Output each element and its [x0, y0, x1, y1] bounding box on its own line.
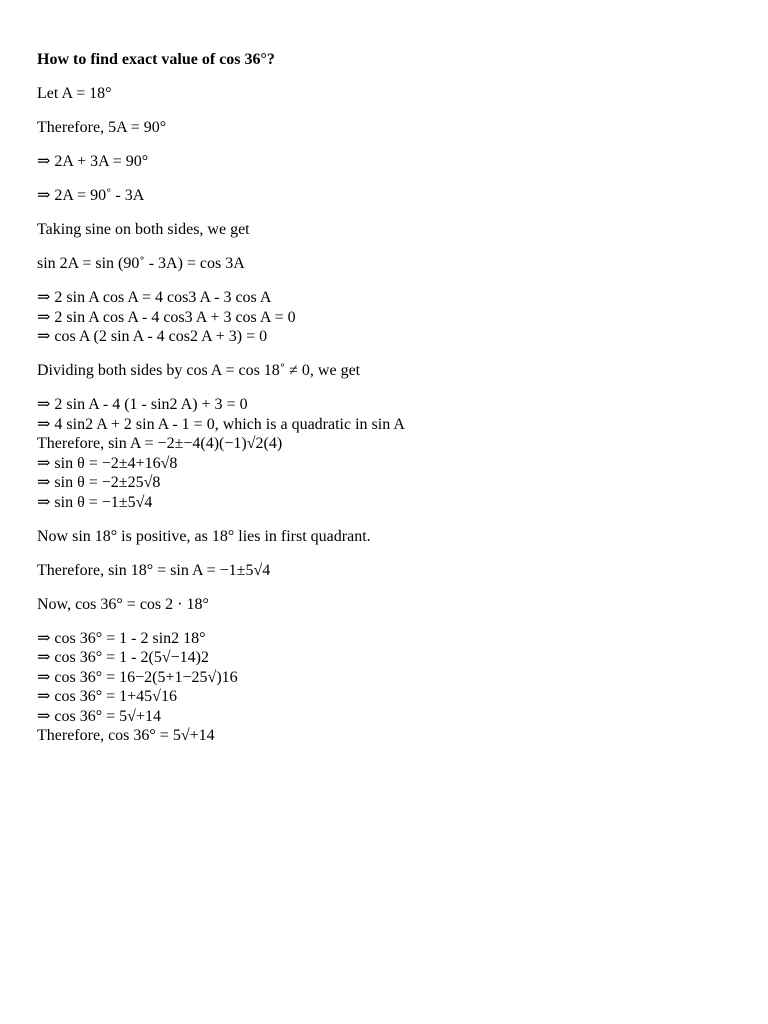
paragraph	[37, 84, 737, 104]
math-line: ⇒ cos 36° = 5√+14	[37, 707, 161, 725]
math-line: ⇒ 2 sin A - 4 (1 - sin2 A) + 3 = 0	[37, 396, 248, 413]
math-line: ⇒ cos A (2 sin A - 4 cos2 A + 3) = 0	[37, 328, 268, 345]
document-content	[37, 50, 737, 760]
math-line: Now, cos 36° = cos 2 · 18°	[37, 595, 209, 613]
paragraph	[37, 361, 737, 381]
equation-block	[37, 629, 737, 746]
math-line: ⇒ cos 36° = 1 - 2 sin2 18°	[37, 629, 206, 647]
math-line: ⇒ 2A = 90˚ - 3A	[37, 187, 145, 204]
paragraph	[37, 595, 737, 615]
text-line: Dividing both sides by cos A = cos 18˚ ≠ 0, we get	[37, 362, 361, 379]
document-title: How to find exact value of cos 36°?	[37, 51, 275, 68]
paragraph	[37, 186, 737, 206]
text-line: Let A = 18°	[37, 85, 112, 102]
paragraph	[37, 254, 737, 274]
math-line: ⇒ cos 36° = 1+45√16	[37, 688, 177, 705]
math-line: ⇒ sin θ = −2±4+16√8	[37, 454, 178, 472]
paragraph	[37, 220, 737, 240]
math-line: ⇒ sin θ = −2±25√8	[37, 474, 161, 491]
paragraph	[37, 561, 737, 581]
paragraph	[37, 527, 737, 547]
paragraph	[37, 118, 737, 138]
math-line: sin 2A = sin (90˚ - 3A) = cos 3A	[37, 255, 245, 272]
math-line: ⇒ cos 36° = 1 - 2(5√−14)2	[37, 649, 209, 666]
text-line: Taking sine on both sides, we get	[37, 221, 250, 238]
equation-block	[37, 288, 737, 347]
paragraph	[37, 152, 737, 172]
math-line: ⇒ 2 sin A cos A = 4 cos3 A - 3 cos A	[37, 289, 272, 306]
math-line: Therefore, sin 18° = sin A = −1±5√4	[37, 561, 271, 579]
math-line: ⇒ sin θ = −1±5√4	[37, 493, 153, 511]
math-line: Therefore, cos 36° = 5√+14	[37, 727, 215, 744]
math-line: ⇒ 4 sin2 A + 2 sin A - 1 = 0, which is a quadratic in sin A	[37, 415, 405, 433]
math-line: ⇒ 2A + 3A = 90°	[37, 153, 149, 170]
text-line: Therefore, 5A = 90°	[37, 119, 167, 136]
equation-block	[37, 395, 737, 512]
text-line: Now sin 18° is positive, as 18° lies in first quadrant.	[37, 527, 371, 545]
math-line: ⇒ 2 sin A cos A - 4 cos3 A + 3 cos A = 0	[37, 308, 296, 326]
math-line: ⇒ cos 36° = 16−2(5+1−25√)16	[37, 668, 238, 686]
math-line: Therefore, sin A = −2±−4(4)(−1)√2(4)	[37, 435, 283, 452]
